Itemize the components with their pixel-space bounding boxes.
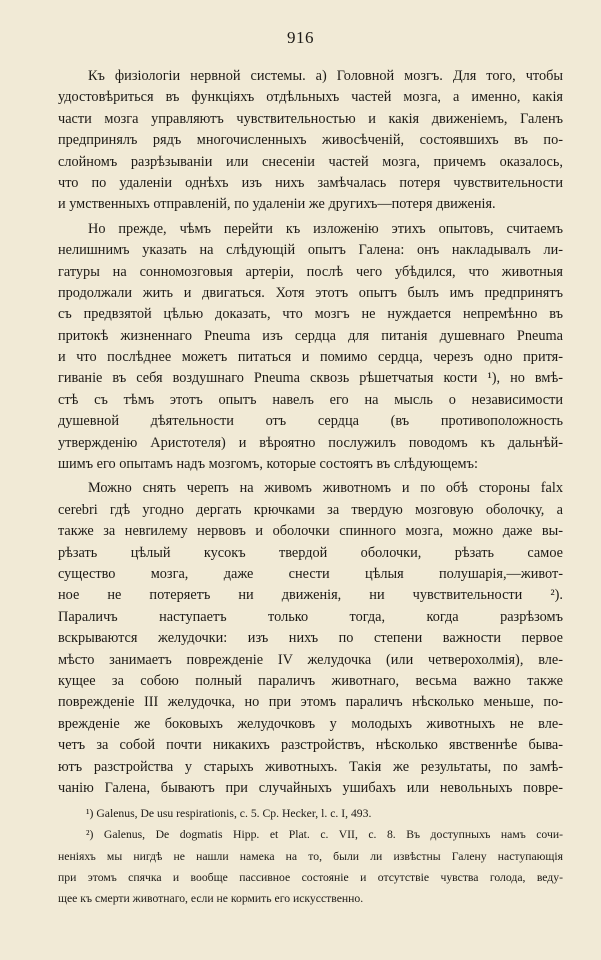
- text-line: существо мозга, даже снести цѣлыя полушарiя,—живот-: [58, 565, 563, 582]
- page-number: 916: [287, 28, 314, 47]
- text-line: поврежденiе III желудочка, но при этомъ параличъ нѣсколько меньше, по-: [58, 694, 563, 711]
- text-line: притокѣ жизненнаго Pneuma изъ сердца для питанiя душевнаго Pneuma: [58, 327, 563, 344]
- text-line: съ предвзятой цѣлью доказать, что мозгъ не нуждается непремѣнно въ: [58, 306, 563, 323]
- text-line: cerebri гдѣ угодно дергать крючками за твердую мозговую оболочку, а: [58, 501, 563, 518]
- footnote-line: щее къ смерти животнаго, если не кормить его искусственно.: [58, 892, 364, 906]
- text-line: мѣсто занимаетъ поврежденiе IV желудочка (или четверохолмiя), вле-: [58, 651, 563, 668]
- text-line: и умственныхъ отправленiй, по удаленiи же другихъ—потеря движенiя.: [58, 196, 496, 213]
- text-line: гиванiе въ себя воздушнаго Pneuma сквозь рѣшетчатыя кости ¹), но вмѣ-: [58, 370, 563, 387]
- text-line: Но прежде, чѣмъ перейти къ изложенiю этихъ опытовъ, считаемъ: [88, 220, 563, 237]
- text-line: нелишнимъ указать на слѣдующiй опытъ Галена: онъ накладывалъ ли-: [58, 242, 563, 259]
- footnote-line: при этомъ спячка и вообще пассивное состоянiе и отсутствiе чувства голода, веду-: [58, 870, 563, 884]
- text-line: рѣзать цѣлый кусокъ твердой оболочки, рѣзать самое: [58, 544, 563, 561]
- footnote-line: ²) Galenus, De dogmatis Hipp. et Plat. c. VII, c. 8. Въ доступныхъ намъ сочи-: [86, 828, 563, 842]
- text-line: чанiю Галена, бываютъ при случайныхъ ушибахъ или невольныхъ повре-: [58, 779, 563, 796]
- text-line: слойномъ разрѣзываніи или снесенiи частей мозга, причемъ оказалось,: [58, 153, 563, 170]
- text-line: кущее за собою полный параличъ животнаго, весьма важно также: [58, 672, 563, 689]
- text-line: продолжали жить и двигаться. Хотя этотъ опытъ былъ имъ предпринятъ: [58, 284, 563, 301]
- text-line: шимъ его опытамъ надъ мозгомъ, которые состоятъ въ слѣдующемъ:: [58, 456, 478, 473]
- text-line: также за невrилему нервовъ и оболочки спинного мозга, можно даже вы-: [58, 523, 563, 540]
- text-line: удостовѣриться въ функцiяхъ отдѣльныхъ частей мозга, а именно, какiя: [58, 89, 563, 106]
- text-line: четъ за собой почти никакихъ разстройствъ, нѣсколько явственнѣе быва-: [58, 737, 563, 754]
- text-line: что по удаленiи однѣхъ изъ нихъ замѣчалась потеря чувствительности: [58, 174, 563, 191]
- text-line: предпринялъ рядъ многочисленныхъ живосѣченiй, состоявшихъ въ по-: [58, 132, 563, 149]
- text-line: ютъ разстройства у старыхъ животныхъ. Такiя же результаты, по замѣ-: [58, 758, 563, 775]
- text-line: стѣ съ тѣмъ этотъ опытъ навелъ его на мысль о независимости: [58, 391, 563, 408]
- text-line: вскрываются желудочки: изъ нихъ по степени важности первое: [58, 630, 563, 647]
- text-line: врежденiе же боковыхъ желудочковъ у молодыхъ животныхъ не вле-: [58, 715, 563, 732]
- footnotes: [58, 803, 563, 909]
- text-line: Параличъ наступаетъ только тогда, когда разрѣзомъ: [58, 608, 563, 625]
- footnote-line: ненiяхъ мы нигдѣ не нашли намека на то, были ли извѣстны Галену наступающiя: [58, 849, 563, 863]
- text-line: Къ физiологiи нервной системы. а) Головной мозгъ. Для того, чтобы: [88, 68, 563, 84]
- footnote-line: ¹) Galenus, De usu respirationis, c. 5. Ср. Hecker, l. c. I, 493.: [86, 807, 372, 820]
- text-line: части мозга управляютъ чувствительностью и какiя движенiемъ, Галенъ: [58, 110, 563, 127]
- text-line: ное не потеряетъ ни движенiя, ни чувствительности ²).: [58, 587, 563, 604]
- text-line: Можно снять черепъ на живомъ животномъ и по обѣ стороны falx: [88, 480, 563, 497]
- text-line: утвержденiю Аристотеля) и вѣроятно послужилъ поводомъ къ дальнѣй-: [58, 434, 563, 451]
- main-text: [58, 66, 563, 799]
- text-line: душевной дѣятельности отъ сердца (въ противоположность: [58, 413, 563, 430]
- text-line: и что послѣднее можетъ питаться и помимо сердца, черезъ одно притя-: [58, 349, 563, 366]
- text-line: гатуры на сонномозговыя артерiи, послѣ чего убѣдился, что животныя: [58, 263, 563, 280]
